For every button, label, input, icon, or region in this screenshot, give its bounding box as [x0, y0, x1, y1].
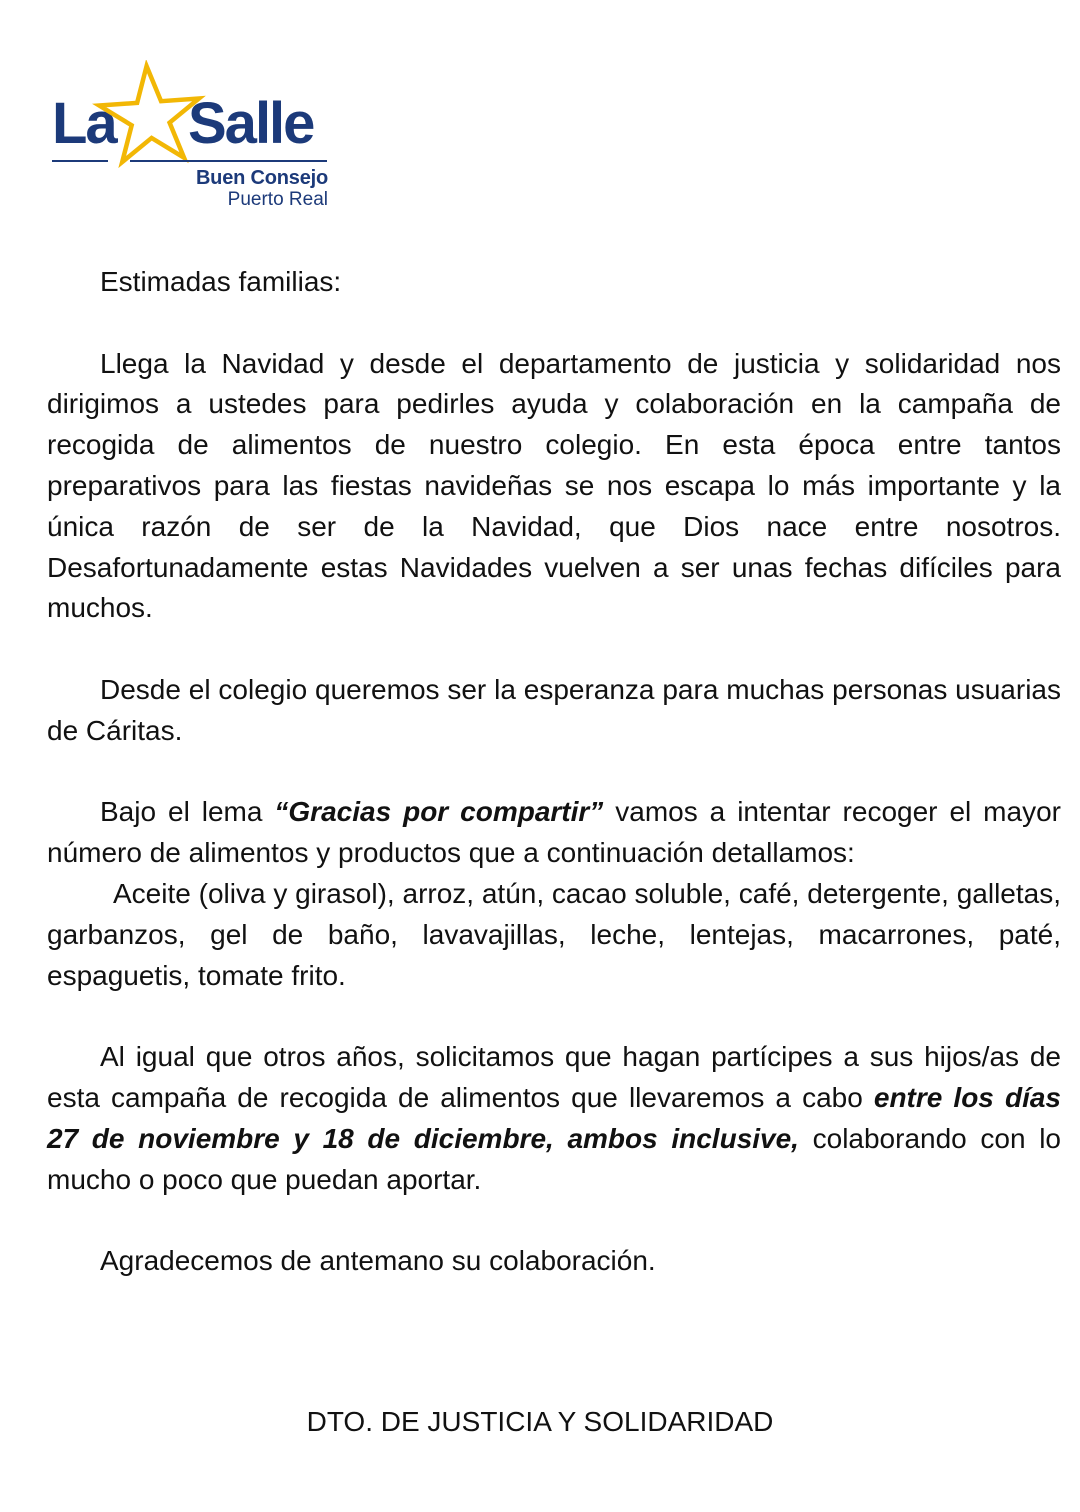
motto-lead-text: Bajo el lema [100, 796, 275, 828]
paragraph-motto [47, 792, 1061, 874]
campaign-dates: entre los días 27 de noviembre y 18 de diciembre, ambos inclusive, [47, 1081, 1077, 1154]
logo-word-la: La [52, 91, 116, 156]
greeting: Estimadas familias: [100, 266, 342, 297]
closing-thanks: Agradecemos de antemano su colaboración. [100, 1245, 656, 1277]
dates-lead-text: Al igual que otros años, solicitamos que hagan partícipes a sus hijos/as de esta campaña de recogida de alimentos que llevaremos a cabo [47, 1041, 1061, 1113]
paragraph-dates [47, 1037, 1077, 1200]
logo-subtitle-school: Buen Consejo [195, 167, 328, 189]
paragraph-christmas-intro: Llega la Navidad y desde el departamento de justicia y solidaridad nos dirigimos a ustedes para pedirles ayuda y colaboración en la campaña de recogida de alimentos de nuestro colegio. En esta época entre tantos preparativos para las fiestas navideñas se nos escapa lo más importante y la única razón de ser de la Navidad, que Dios nace entre nosotros. Desafortunadamente estas Navidades vuelven a ser unas fechas difíciles para muchos. [47, 347, 1061, 624]
la-salle-star-logo-icon [50, 60, 340, 170]
paragraph-hope: Desde el colegio queremos ser la esperanza para muchas personas usuarias de Cáritas. [47, 673, 1061, 746]
school-logo [50, 60, 340, 220]
campaign-motto: “Gracias por compartir” [274, 796, 604, 828]
logo-word-salle: Salle [188, 91, 314, 156]
food-list: Aceite (oliva y girasol), arroz, atún, cacao soluble, café, detergente, galletas, garbanzos, gel de baño, lavavajillas, leche, lentejas, macarrones, paté, espaguetis, tomate frito. [47, 877, 1061, 991]
motto-trail-text: vamos a intentar recoger el mayor número de alimentos y productos que a continuación detallamos: [47, 796, 1061, 869]
dates-trail-text: colaborando con lo mucho o poco que puedan aportar. [47, 1122, 1061, 1195]
logo-subtitle-town: Puerto Real [227, 189, 328, 210]
signature-department: DTO. DE JUSTICIA Y SOLIDARIDAD [306, 1406, 774, 1437]
letter-body [47, 262, 1077, 1282]
